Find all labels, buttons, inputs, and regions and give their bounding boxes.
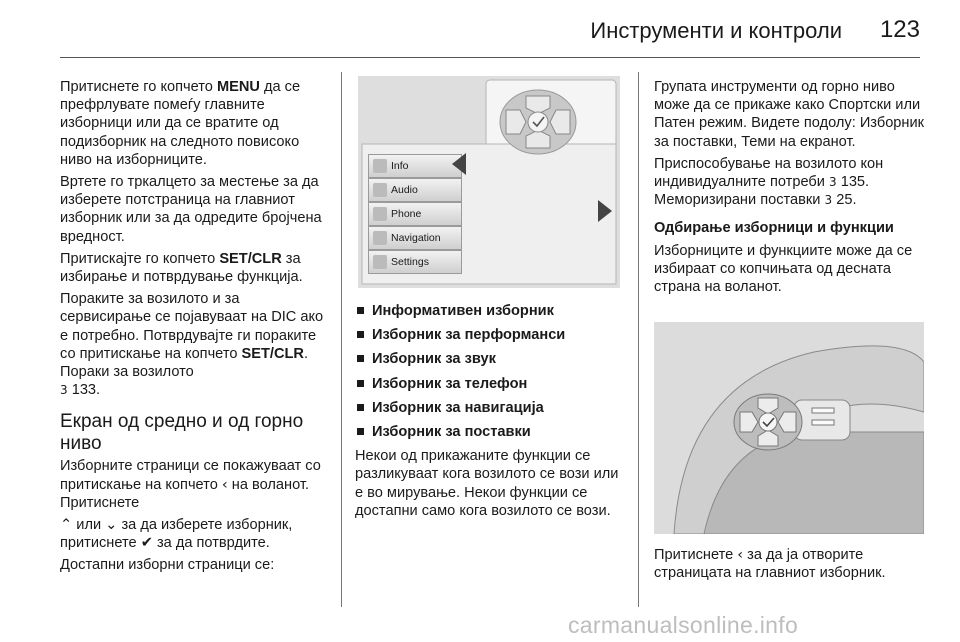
paragraph-driving-functions: Некои од прикажаните функции се разликуваат кога возилото се вози или е во мирување. Некои функции се достапни само кога возилото се вози. xyxy=(355,448,619,519)
menu-item-settings: Settings xyxy=(368,250,462,274)
paragraph-thumbwheel: Вртете го тркалцето за местење за да изберете потстраница на главниот изборник или за да одредите бројчена вредност. xyxy=(60,174,322,245)
list-item: Изборник за поставки xyxy=(355,423,630,441)
page-number: 123 xyxy=(879,16,920,43)
page-ref-icon: 3 xyxy=(60,383,68,398)
page-ref-icon: 3 xyxy=(824,193,833,208)
audio-icon xyxy=(373,183,387,197)
menu-item-audio: Audio xyxy=(368,178,462,202)
running-header-title: Инструменти и контроли xyxy=(590,18,842,43)
phone-icon xyxy=(373,207,387,221)
header-divider xyxy=(60,57,920,58)
info-icon xyxy=(373,159,387,173)
paragraph-cluster-modes: Групата инструменти од горно ниво може да се прикаже како Спортски или Патен режим. Видете подолу: Изборник за поставки, Теми на екранот. xyxy=(654,79,925,150)
paragraph-set-clr: Притискајте го копчето SET/CLR за избирање и потврдување функција. xyxy=(60,250,303,286)
section-heading-select-menus: Одбирање изборници и функции xyxy=(654,220,894,237)
arrow-left-icon xyxy=(452,153,466,175)
arrow-right-icon xyxy=(598,200,612,222)
section-heading-mid-upper-display: Екран од средно и од горно ниво xyxy=(60,411,304,455)
list-item: Изборник за перформанси xyxy=(355,326,630,344)
list-item: Изборник за звук xyxy=(355,350,630,368)
paragraph-menu-button: Притиснете го копчето MENU да се префрлувате помеѓу главните изборници или да се вратите од подизборник на следното повисоко ниво на изборниците. xyxy=(60,79,301,168)
chevron-down-icon: ⌄ xyxy=(105,516,118,534)
chevron-left-icon: ‹ xyxy=(737,546,744,563)
paragraph-steering-buttons: Изборниците и функциите може да се избираат со копчињата од десната страна на воланот. xyxy=(654,242,913,296)
checkmark-icon: ✔ xyxy=(140,534,153,552)
paragraph-dic-messages: Пораките за возилото и за сервисирање се појавуваат на DIC ако е потребно. Потврдувајте ги пораките со притискање на копчето SET/CLR. Пораки за возилото 3 133. xyxy=(60,291,324,399)
watermark: carmanualsonline.info xyxy=(568,612,799,638)
steering-wheel-illustration xyxy=(654,322,924,534)
paragraph-select-confirm: ⌃ или ⌄ за да изберете изборник, притиснете ✔ за да потврдите. xyxy=(60,516,293,552)
paragraph-available-pages: Достапни изборни страници се: xyxy=(60,557,275,574)
paragraph-personalization: Приспособување на возилото кон индивидуалните потреби 3 135. Меморизирани поставки 3 25. xyxy=(654,155,884,209)
paragraph-menu-pages: Изборните страници се покажуваат со притискање на копчето ‹ на воланот. Притиснете xyxy=(60,458,321,511)
menu-item-phone: Phone xyxy=(368,202,462,226)
navigation-icon xyxy=(373,231,387,245)
steering-wheel-icon xyxy=(654,322,924,534)
list-item: Изборник за телефон xyxy=(355,375,630,393)
chevron-up-icon: ⌃ xyxy=(60,516,73,534)
page-ref-icon: 3 xyxy=(829,175,837,190)
column-3 xyxy=(654,78,926,300)
column-divider-2 xyxy=(638,72,639,607)
settings-icon xyxy=(373,255,387,269)
paragraph-open-main-menu: Притиснете ‹ за да ја отворите страницата на главниот изборник. xyxy=(654,546,886,582)
display-menu-illustration xyxy=(358,76,620,288)
column-divider-1 xyxy=(341,72,342,607)
menu-item-info: Info xyxy=(368,154,462,178)
menu-item-navigation: Navigation xyxy=(368,226,462,250)
list-item: Информативен изборник xyxy=(355,302,630,320)
column-1 xyxy=(60,78,328,579)
column-2 xyxy=(355,302,630,524)
list-item: Изборник за навигација xyxy=(355,399,630,417)
chevron-left-icon: ‹ xyxy=(221,475,228,493)
